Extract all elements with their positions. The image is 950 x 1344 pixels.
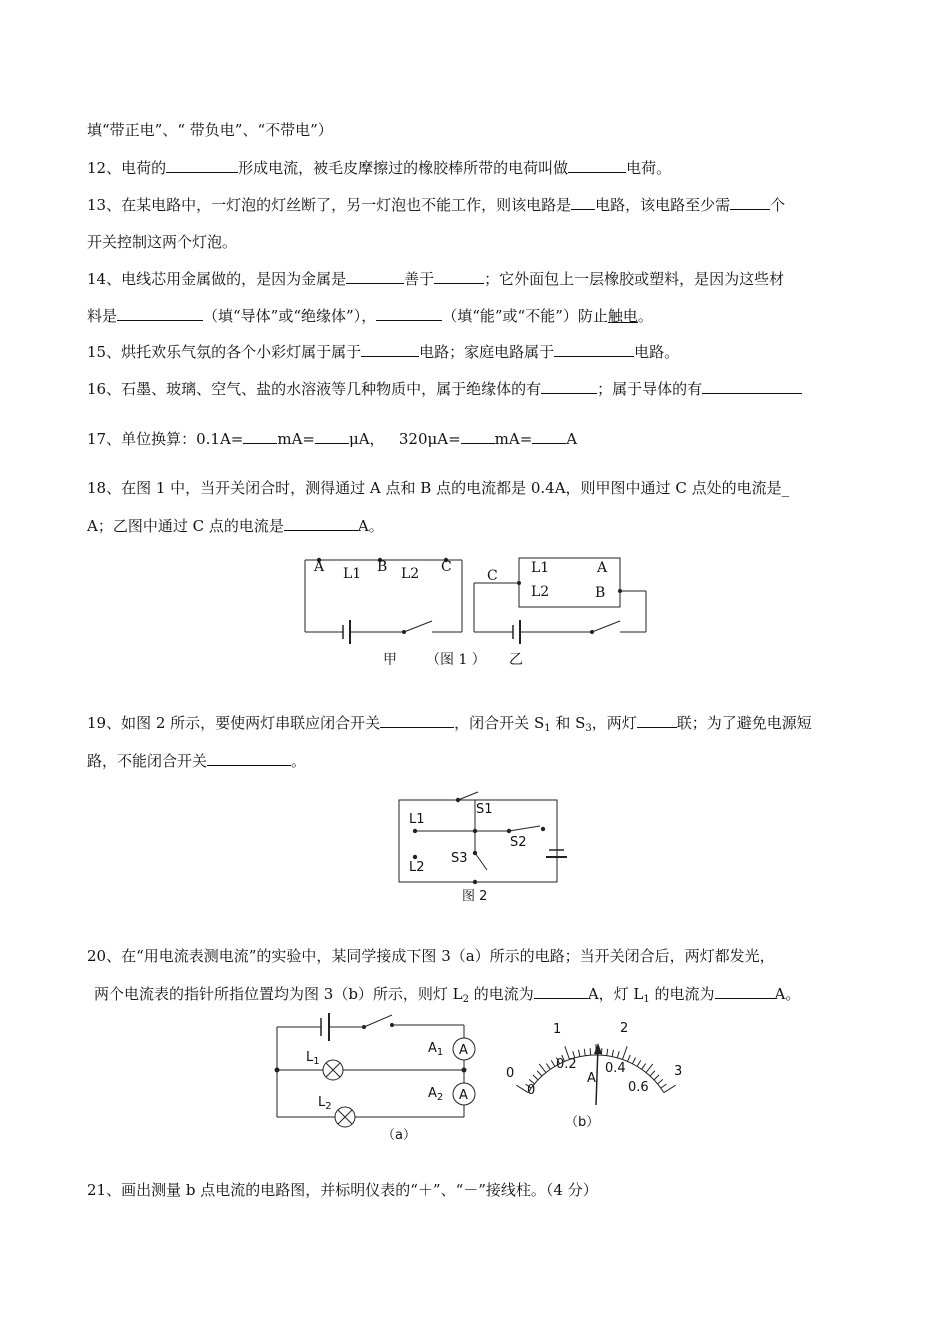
- dial-tick: [622, 1046, 627, 1059]
- switch-icon: [364, 1015, 392, 1027]
- yi-label: 乙: [509, 652, 523, 668]
- dial-tick: [546, 1064, 550, 1070]
- scale-0.4: 0.4: [605, 1061, 626, 1076]
- scale-0.2: 0.2: [556, 1057, 577, 1072]
- scale-1-top: 1: [553, 1022, 562, 1037]
- point-c-label: C: [441, 559, 452, 575]
- q11-tail: 填“带正电”、“ 带负电”、“不带电”）: [87, 121, 333, 139]
- dial-tick: [537, 1071, 542, 1076]
- lamp-l1-label: L1: [409, 812, 425, 827]
- question-13: 13、在某电路中，一灯泡的灯丝断了，另一灯泡也不能工作，则该电路是 电路，该电路至少需 个: [87, 196, 786, 214]
- dial-tick: [632, 1058, 635, 1064]
- figure-3b-caption: （b）: [565, 1115, 600, 1130]
- scale-0.6: 0.6: [628, 1080, 649, 1095]
- question-16: 16、石墨、玻璃、空气、盐的水溶液等几种物质中，属于绝缘体的有 ；属于导体的有: [87, 378, 802, 399]
- dial-tick: [646, 1064, 653, 1073]
- switch-icon: [592, 621, 620, 632]
- figure-3a-circuit: [275, 1013, 476, 1127]
- switch-s3-icon: [475, 853, 487, 870]
- question-12: 12、电荷的 形成电流，被毛皮摩擦过的橡胶棒所带的电荷叫做 电荷。: [87, 159, 672, 177]
- dial-tick: [664, 1085, 676, 1092]
- switch-s2-icon: [509, 826, 540, 831]
- dial-tick: [551, 1060, 555, 1066]
- ammeter-a2-label: $A_2$: [428, 1086, 444, 1103]
- dial-tick: [654, 1075, 659, 1080]
- question-20: 20、在“用电流表测电流”的实验中，某同学接成下图 3（a）所示的电路；当开关闭合后，两灯都发光，: [87, 947, 775, 965]
- switch-s2-label: S2: [510, 835, 527, 850]
- figure-3a-caption: （a）: [382, 1128, 416, 1143]
- question-19-cont: 路，不能闭合开关 。: [87, 752, 307, 770]
- lamp-l2-label: $L_2$: [318, 1095, 332, 1112]
- dial-tick: [658, 1079, 663, 1083]
- scale-0-bottom: 0: [527, 1083, 536, 1098]
- ammeter-a1-symbol: A: [459, 1043, 468, 1058]
- switch-s1-label: S1: [476, 802, 493, 817]
- lamp-l2-label: L2: [409, 860, 425, 875]
- dial-tick: [607, 1049, 608, 1056]
- question-14: 14、电线芯用金属做的，是因为金属是 善于 ；它外面包上一层橡胶或塑料，是因为这些材: [87, 270, 785, 288]
- dial-tick: [612, 1050, 613, 1057]
- scale-3-top: 3: [674, 1064, 683, 1079]
- question-14-cont: 料是 （填“导体”或“绝缘体”）， （填“能”或“不能”）防止触电。: [87, 307, 653, 325]
- dial-tick: [628, 1055, 631, 1061]
- question-19: 19、如图 2 所示，要使两灯串联应闭合开关 ，闭合开关 $S_1$ 和 $S_3$，两灯 联；为了避免电源短: [87, 714, 812, 734]
- dial-tick: [533, 1075, 538, 1080]
- figure-3b-dial: [516, 1043, 675, 1105]
- dial-tick: [650, 1071, 655, 1076]
- dial-tick: [579, 1050, 580, 1057]
- switch-s1-icon: [458, 792, 478, 800]
- ammeter-a2-symbol: A: [459, 1088, 468, 1103]
- question-13-cont: 开关控制这两个灯泡。: [87, 233, 238, 251]
- lamp-l1-label: $L_1$: [306, 1050, 320, 1067]
- point-a-label: A: [314, 559, 325, 575]
- ammeter-a1-label: $A_1$: [428, 1041, 444, 1058]
- point-a-label: A: [597, 560, 608, 576]
- dial-tick: [642, 1064, 646, 1070]
- switch-s3-label: S3: [451, 851, 468, 866]
- point-b-label: B: [377, 559, 388, 575]
- dial-tick: [637, 1060, 641, 1066]
- point-c-label: C: [487, 568, 498, 584]
- switch-icon: [404, 621, 432, 632]
- lamp-l1-label: L1: [531, 560, 550, 576]
- dial-tick: [617, 1051, 619, 1058]
- lamp-l2-label: L2: [401, 566, 420, 582]
- point-b-label: B: [595, 585, 606, 601]
- question-18: 18、在图 1 中，当开关闭合时，测得通过 A 点和 B 点的电流都是 0.4A，则甲图中通过 C 点处的电流是_: [87, 479, 790, 497]
- figure-1-caption: （图 1 ）: [426, 652, 486, 668]
- question-17: 17、单位换算：0.1A= mA= μA， 320μA= mA= A: [87, 430, 578, 448]
- dial-tick: [584, 1049, 585, 1056]
- lamp-l1-label: L1: [343, 566, 362, 582]
- jia-label: 甲: [383, 652, 397, 668]
- dial-needle-head: [594, 1043, 602, 1054]
- dial-tick: [661, 1084, 667, 1088]
- question-21: 21、画出测量 b 点电流的电路图，并标明仪表的“＋”、“－”接线柱。（4 分）: [87, 1181, 598, 1199]
- scale-2-top: 2: [620, 1021, 629, 1036]
- figure-1-yi-circuit: [474, 558, 646, 644]
- dial-tick: [539, 1064, 546, 1073]
- figure-2-caption: 图 2: [462, 889, 488, 904]
- question-18-cont: A；乙图中通过 C 点的电流是 A。: [87, 517, 384, 535]
- question-20-cont: 两个电流表的指针所指位置均为图 3（b）所示，则灯 $L_2$ 的电流为 A，灯 $L_1$ 的电流为 A。: [94, 985, 801, 1005]
- question-15: 15、烘托欢乐气氛的各个小彩灯属于属于 电路；家庭电路属于 电路。: [87, 343, 680, 361]
- meter-unit-label: A: [587, 1071, 596, 1086]
- scale-0-top: 0: [506, 1066, 515, 1081]
- lamp-l2-label: L2: [531, 584, 550, 600]
